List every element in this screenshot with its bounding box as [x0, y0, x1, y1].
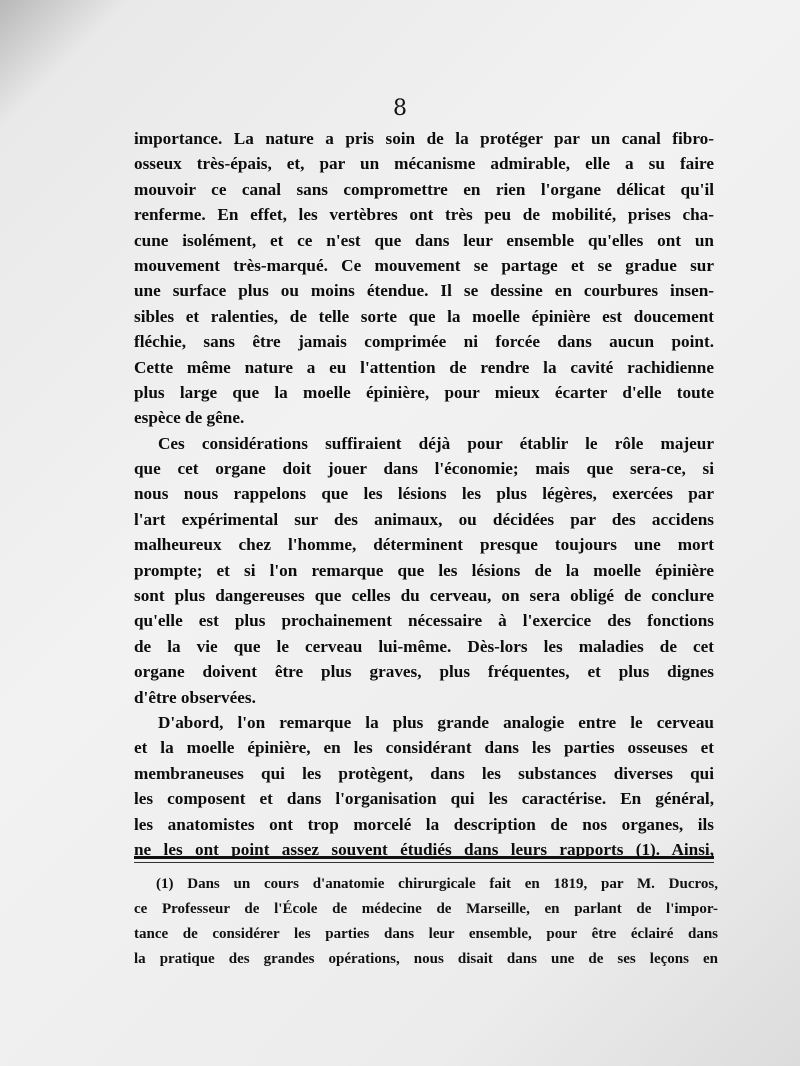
text-line: plus large que la moelle épinière, pour mieux écarter d'elle toute	[134, 382, 714, 402]
text-line: organe doivent être plus graves, plus fréquentes, et plus dignes	[134, 662, 714, 682]
text-line: espèce de gêne.	[134, 408, 245, 428]
text-line: prompte; et si l'on remarque que les lésions de la moelle épinière	[134, 560, 714, 580]
text-line: une surface plus ou moins étendue. Il se dessine en courbures insen-	[134, 281, 714, 301]
text-line: mouvoir ce canal sans compromettre en rien l'organe délicat qu'il	[134, 179, 714, 199]
footnote-line: la pratique des grandes opérations, nous disait dans une de ses leçons en	[134, 951, 718, 967]
footnote-divider	[134, 856, 714, 859]
text-line: osseux très-épais, et, par un mécanisme admirable, elle a su faire	[134, 154, 714, 174]
paragraph-1	[134, 126, 714, 431]
text-line: ne les ont point assez souvent étudiés dans leurs rapports (1). Ainsi,	[134, 839, 714, 859]
text-line: Cette même nature a eu l'attention de rendre la cavité rachidienne	[134, 357, 714, 377]
text-line: de la vie que le cerveau lui-même. Dès-lors les maladies de cet	[134, 636, 714, 656]
text-line: que cet organe doit jouer dans l'économie; mais que sera-ce, si	[134, 459, 714, 479]
footnote-line: tance de considérer les parties dans leur ensemble, pour être éclairé dans	[134, 926, 718, 942]
footnote-line: ce Professeur de l'École de médecine de Marseille, en parlant de l'impor-	[134, 901, 718, 917]
text-line: et la moelle épinière, en les considérant dans les parties osseuses et	[134, 738, 714, 758]
text-line: d'être observées.	[134, 687, 256, 707]
footnote-divider-thin	[134, 862, 714, 863]
text-line: fléchie, sans être jamais comprimée ni forcée dans aucun point.	[134, 332, 714, 352]
text-line: D'abord, l'on remarque la plus grande analogie entre le cerveau	[158, 712, 714, 732]
paragraph-3	[134, 710, 714, 862]
paragraph-2	[134, 431, 714, 710]
text-line: les composent et dans l'organisation qui les caractérise. En général,	[134, 789, 714, 809]
text-line: importance. La nature a pris soin de la protéger par un canal fibro-	[134, 129, 714, 148]
text-line: mouvement très-marqué. Ce mouvement se partage et se gradue sur	[134, 255, 714, 275]
page-number: 8	[393, 96, 407, 121]
text-line: les anatomistes ont trop morcelé la description de nos organes, ils	[134, 814, 714, 834]
text-line: qu'elle est plus prochainement nécessaire à l'exercice des fonctions	[134, 611, 714, 631]
text-line: membraneuses qui les protègent, dans les substances diverses qui	[134, 763, 714, 783]
text-line: cune isolément, et ce n'est que dans leur ensemble qu'elles ont un	[134, 230, 714, 250]
text-line: sibles et ralenties, de telle sorte que la moelle épinière est doucement	[134, 306, 714, 326]
main-text	[134, 126, 714, 862]
text-line: l'art expérimental sur des animaux, ou décidées par des accidens	[134, 509, 714, 529]
text-line: renferme. En effet, les vertèbres ont très peu de mobilité, prises cha-	[134, 205, 714, 225]
text-line: sont plus dangereuses que celles du cerveau, on sera obligé de conclure	[134, 586, 714, 606]
footnote	[134, 872, 718, 972]
text-line: Ces considérations suffiraient déjà pour établir le rôle majeur	[158, 433, 714, 453]
text-line: malheureux chez l'homme, déterminent presque toujours une mort	[134, 535, 714, 555]
footnote-line: (1) Dans un cours d'anatomie chirurgicale fait en 1819, par M. Ducros,	[156, 876, 718, 892]
text-line: nous nous rappelons que les lésions les plus légères, exercées par	[134, 484, 714, 504]
